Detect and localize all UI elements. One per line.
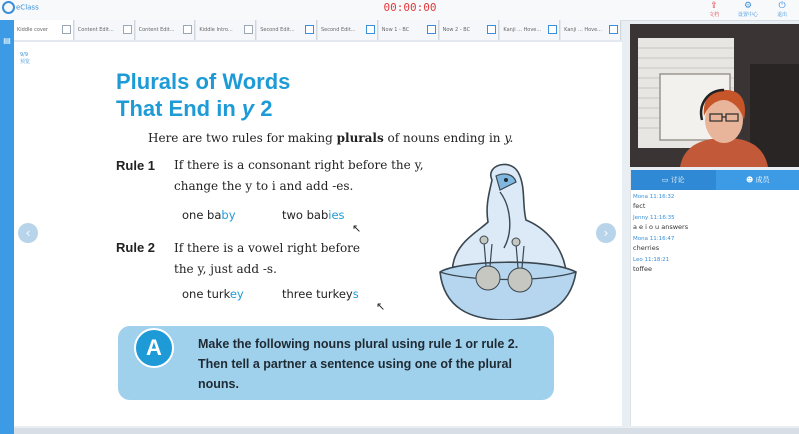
tab-members[interactable]: [716, 170, 799, 190]
chat-message-text: toffee: [633, 265, 653, 273]
slide-title: [116, 68, 290, 122]
slide-canvas: [14, 42, 622, 426]
tab-discussion[interactable]: [631, 170, 716, 190]
slide-index-sub: 预览: [20, 59, 31, 65]
doc-tab-label: Kiddle cover: [17, 27, 48, 33]
prev-slide-button[interactable]: [18, 223, 38, 243]
doc-tab[interactable]: [440, 20, 500, 40]
title-line-2-suffix: 2: [254, 96, 273, 121]
doc-tab-label: Second Edit...: [260, 27, 295, 33]
intro-suffix: of nouns ending in: [383, 131, 505, 145]
close-icon[interactable]: [244, 25, 253, 34]
rule-2-text: [174, 238, 360, 280]
chat-message-list: [631, 190, 799, 274]
logo-text: eClass: [16, 3, 39, 12]
rule-2-example-2-prefix: three turkey: [282, 287, 353, 301]
app-logo: [2, 1, 42, 19]
rule-1-example-1-highlight: by: [221, 208, 236, 222]
doc-tab-label: Kiddle Intro...: [199, 27, 233, 33]
chat-message: [631, 214, 799, 232]
rule-1-example-2-highlight: ies: [328, 208, 345, 222]
pages-icon[interactable]: ▤: [3, 36, 11, 45]
chat-message-text: fect: [633, 202, 646, 210]
title-line-2-prefix: That End in: [116, 96, 242, 121]
activity-instructions: Make the following nouns plural using rule 1 or rule 2. Then tell a partner a sentence using one of the plural nouns.: [198, 337, 519, 391]
close-icon[interactable]: [366, 25, 375, 34]
bottom-status-strip: [14, 428, 799, 434]
doc-tab-label: Now 1 - BC: [381, 27, 410, 33]
rule-2-example-2-highlight: s: [352, 287, 359, 301]
doc-tab-label: Kanji ... Hove...: [503, 27, 542, 33]
next-slide-button[interactable]: [596, 223, 616, 243]
doc-tab-label: Second Edit...: [320, 27, 356, 33]
rule-1-example-1: [182, 208, 236, 222]
intro-prefix: Here are two rules for making: [148, 131, 337, 145]
chat-message-text: cherries: [633, 244, 660, 252]
teacher-video[interactable]: [630, 24, 799, 167]
gear-icon: ⚙: [743, 1, 753, 11]
rule-2-example-2: [282, 287, 359, 301]
rule-1-example-1-prefix: one ba: [182, 208, 222, 222]
rule-1-text: [174, 155, 424, 197]
close-icon[interactable]: [427, 25, 436, 34]
close-icon[interactable]: [183, 25, 192, 34]
tab-members-label: 成员: [755, 176, 770, 184]
doc-tab[interactable]: [14, 20, 74, 40]
close-icon[interactable]: [305, 25, 314, 34]
rule-1-line-2: change the y to i and add -es.: [174, 179, 354, 193]
doc-tab-label: Content Edit...: [138, 27, 175, 33]
top-bar: [0, 0, 799, 21]
chat-message-sender: Leo 11:18:21: [633, 257, 670, 263]
bird-nest-illustration: [430, 160, 580, 320]
exit-button[interactable]: [765, 0, 799, 20]
pointer-cursor-icon: ↖: [376, 300, 386, 313]
intro-text: [148, 131, 513, 145]
chat-message-sender: Jenny 11:16:35: [633, 215, 675, 221]
upload-label: 文档: [708, 12, 719, 18]
rule-1-label: Rule 1: [116, 158, 156, 173]
rule-2-label: Rule 2: [116, 240, 156, 255]
slide-index: [20, 52, 30, 66]
rule-1-example-2-prefix: two bab: [282, 208, 329, 222]
chevron-left-icon: ‹: [25, 226, 31, 240]
power-icon: ⏻: [778, 1, 786, 11]
chat-message: [631, 235, 799, 253]
upload-icon: ⇪: [710, 1, 718, 11]
chat-panel: [630, 170, 799, 426]
session-timer: 00:00:00: [383, 1, 437, 14]
close-icon[interactable]: [123, 25, 132, 34]
intro-bold: plurals: [336, 131, 384, 145]
chat-message: [631, 256, 799, 274]
intro-y: y.: [504, 131, 514, 145]
rule-2-example-1-prefix: one turk: [182, 287, 230, 301]
doc-tab[interactable]: [561, 20, 621, 40]
doc-tab[interactable]: [379, 20, 439, 40]
chat-tabs: [631, 170, 799, 190]
rule-2-line-2: the y, just add -s.: [174, 262, 277, 276]
exit-label: 退出: [776, 12, 787, 18]
video-feed-icon: [630, 24, 799, 167]
doc-tab-label: Kanji ... Hove...: [564, 27, 602, 33]
close-icon[interactable]: [487, 25, 496, 34]
close-icon[interactable]: [62, 25, 71, 34]
close-icon[interactable]: [548, 25, 557, 34]
top-actions: [697, 0, 799, 20]
doc-tab[interactable]: [196, 20, 256, 40]
chevron-right-icon: ›: [603, 226, 609, 240]
title-line-2: [116, 95, 290, 122]
chat-message-sender: Mona 11:16:47: [633, 236, 675, 242]
upload-button[interactable]: [697, 0, 731, 20]
doc-tab[interactable]: [318, 20, 378, 40]
activity-box: [118, 326, 554, 400]
chat-message: [631, 193, 799, 211]
rule-2-example-1-highlight: ey: [229, 287, 244, 301]
left-toolbar: [0, 20, 14, 434]
tab-discussion-label: 讨论: [670, 176, 685, 184]
logo-ring-icon: [2, 1, 15, 14]
rule-1-example-2: [282, 208, 345, 222]
user-icon: ☻: [745, 176, 756, 184]
document-tabs: [14, 20, 622, 42]
rule-2-example-1: [182, 287, 244, 301]
activity-badge: A: [134, 328, 174, 368]
doc-tab-label: Now 2 - BC: [442, 27, 471, 33]
doc-tab[interactable]: [136, 20, 196, 40]
pointer-cursor-icon: ↖: [352, 222, 362, 235]
chat-icon: ▭: [661, 176, 671, 184]
doc-tab-label: Content Edit...: [77, 27, 114, 33]
rule-1-line-1: If there is a consonant right before the y,: [174, 158, 424, 172]
settings-label: 设置中心: [737, 12, 758, 18]
doc-tab[interactable]: [500, 20, 560, 40]
slide-index-label: 9/9: [20, 52, 29, 58]
title-line-1: Plurals of Words: [116, 69, 291, 94]
close-icon[interactable]: [609, 25, 618, 34]
chat-message-text: a e i o u answers: [633, 223, 689, 231]
title-line-2-y: y: [241, 96, 255, 121]
rule-2-line-1: If there is a vowel right before: [174, 241, 361, 255]
chat-message-sender: Mona 11:16:32: [633, 194, 675, 200]
settings-button[interactable]: [731, 0, 765, 20]
doc-tab[interactable]: [257, 20, 317, 40]
doc-tab[interactable]: [75, 20, 135, 40]
